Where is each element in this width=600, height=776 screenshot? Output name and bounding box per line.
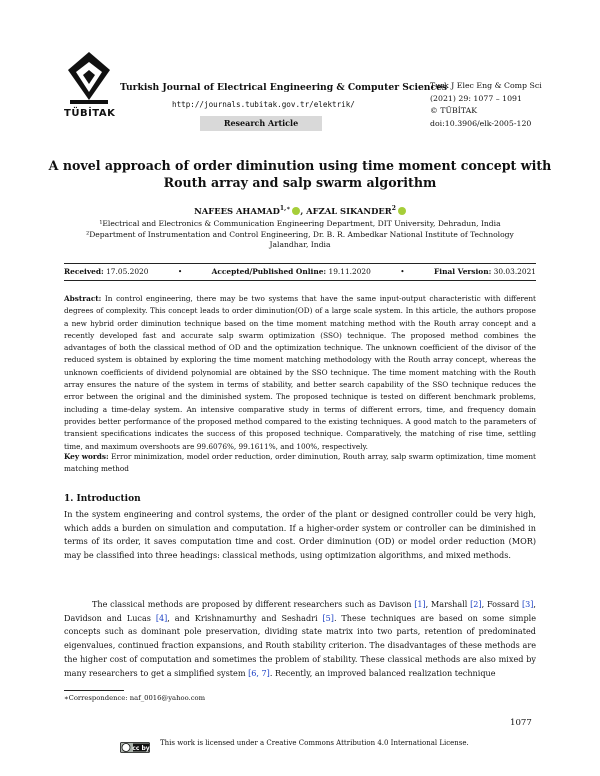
final-label: Final Version: bbox=[434, 267, 492, 276]
cc-by-icon bbox=[120, 742, 150, 753]
abstract-text: In control engineering, there may be two systems that have the same input-output characteristic with different degrees of complexity. This concept leads to order diminution(OD) of a large scale system. In this article, the authors propose a new hybrid order diminution technique based on the time moment matching method with the Routh array concept and a recently developed fast and accurate salp swarm optimization (SSO) technique. The proposed method combines the advantages of both the classical method of OD and the optimization technique. The unknown coefficient of the divisor of the reduced system is obtained by exploring the time moment matching methodology with the Routh array concept, whereas the unknown coefficients of dividend polynomial are obtained by the SSO technique. The time moment matching with the Routh array ensures the nature of the system in terms of stability, and better search capability of the SSO technique reduces the error between the original and the diminished system. The proposed technique is tested on different benchmark problems, including a time-delay system. An intensive comparative study in terms of different errors, time, and frequency domain provides better performance of the proposed method compared to the existing techniques. A good match to the parameters of transient specifications indicates the success of this proposed technique. Comparatively, the matching of rise time, settling time, and maximum overshoots are 99.6076%, 99.1611%, and 100%, respectively. bbox=[64, 294, 536, 451]
abstract bbox=[64, 293, 536, 453]
paragraph-text: , and Krishnamurthy and Seshadri bbox=[167, 612, 323, 623]
author-name: AFZAL SIKANDER bbox=[306, 205, 392, 216]
affiliation-line: ¹Electrical and Electronics & Communication Engineering Department, DIT University, Dehradun, India bbox=[99, 219, 501, 228]
tubitak-logo-mark-icon bbox=[64, 48, 114, 108]
author-superscript: 1,∗ bbox=[279, 205, 291, 212]
citation-link[interactable]: [2] bbox=[470, 599, 482, 609]
paragraph-text: , Davidson and Lucas bbox=[64, 599, 536, 623]
date-bullet: • bbox=[400, 267, 405, 276]
body-paragraph bbox=[64, 598, 536, 680]
cc-license-badge[interactable] bbox=[120, 738, 150, 752]
license-text: This work is licensed under a Creative Commons Attribution 4.0 International License. bbox=[160, 739, 469, 747]
tubitak-logo bbox=[64, 48, 114, 130]
body-paragraph: In the system engineering and control systems, the order of the plant or designed controller could be very high, which adds a burden on simulation and computation. If a higher-order system or controller can be diminished in terms of its order, it saves computation time and cost. Order diminution (OD) or model order reduction (MOR) may be classified into three headings: classical methods, using optimization algorithms, and mixed methods. bbox=[64, 509, 536, 561]
paper-title: A novel approach of order diminution using time moment concept with Routh array and salp swarm algorithm bbox=[48, 158, 552, 190]
received-label: Received: bbox=[64, 267, 104, 276]
final-date bbox=[434, 267, 536, 276]
citation-link[interactable]: [4] bbox=[155, 612, 168, 623]
date-bullet: • bbox=[177, 267, 183, 276]
paragraph-text: The classical methods are proposed by different researchers such as Davison bbox=[92, 599, 415, 609]
citation-link[interactable]: [3] bbox=[521, 599, 534, 609]
paragraph-text: . Recently, an improved balanced realization technique bbox=[269, 667, 496, 678]
paragraph-text: . These techniques are based on some simple concepts such as dominant pole preservation, dividing state matrix into two parts, retention of predominated eigenvalues, continued fraction expansions, and Routh stability criterion. The disadvantages of these methods are the higher cost of computation and sometimes the problem of stability. These classical methods are also mixed by many researchers to get a simplified system bbox=[64, 612, 537, 678]
keywords-label: Key words: bbox=[64, 452, 109, 461]
divider bbox=[64, 280, 536, 281]
journal-url-link[interactable]: http://journals.tubitak.gov.tr/elektrik/ bbox=[172, 100, 355, 109]
citation-line: Turk J Elec Eng & Comp Sci bbox=[430, 81, 542, 90]
author-name: NAFEES AHAMAD bbox=[194, 205, 280, 216]
affiliations bbox=[40, 219, 560, 251]
author-separator: , bbox=[300, 205, 307, 216]
cc-badge-text: cc by bbox=[132, 745, 150, 752]
accepted-value: 19.11.2020 bbox=[328, 267, 371, 276]
orcid-icon[interactable] bbox=[398, 207, 406, 215]
affiliation-line: ²Department of Instrumentation and Control Engineering, Dr. B. R. Ambedkar National Institute of Technology bbox=[86, 229, 514, 239]
journal-name: Turkish Journal of Electrical Engineering & Computer Sciences bbox=[120, 82, 448, 93]
author-superscript: 2 bbox=[391, 205, 396, 212]
keywords bbox=[64, 451, 536, 476]
author-list bbox=[40, 205, 560, 216]
accepted-date bbox=[212, 267, 371, 276]
received-value: 17.05.2020 bbox=[106, 267, 149, 276]
abstract-label: Abstract: bbox=[64, 294, 102, 303]
keywords-text: Error minimization, model order reduction, order diminution, Routh array, salp swarm optimization, time moment matching method bbox=[64, 452, 536, 474]
received-date bbox=[64, 267, 148, 276]
correspondence-footnote: ∗Correspondence: naf_0016@yahoo.com bbox=[64, 694, 206, 702]
citation-link[interactable]: [6, 7] bbox=[248, 667, 270, 678]
footnote-divider bbox=[64, 690, 124, 691]
page-number: 1077 bbox=[510, 718, 532, 728]
affiliation-line: Jalandhar, India bbox=[269, 240, 331, 250]
accepted-label: Accepted/Published Online: bbox=[211, 267, 327, 276]
divider bbox=[64, 263, 536, 264]
article-type-badge: Research Article bbox=[200, 116, 322, 131]
final-value: 30.03.2021 bbox=[493, 267, 536, 276]
journal-citation-info bbox=[430, 80, 542, 130]
citation-link[interactable]: [5] bbox=[322, 612, 334, 623]
citation-line: © TÜBİTAK bbox=[430, 106, 478, 116]
citation-line: (2021) 29: 1077 – 1091 bbox=[430, 93, 522, 103]
article-dates bbox=[64, 267, 536, 276]
doi-link[interactable]: doi:10.3906/elk-2005-120 bbox=[430, 118, 532, 128]
paragraph-text: , Marshall bbox=[425, 599, 471, 609]
citation-link[interactable]: [1] bbox=[414, 599, 426, 609]
logo-text: TÜBİTAK bbox=[64, 108, 116, 119]
paragraph-text: , Fossard bbox=[481, 599, 522, 609]
section-heading: 1. Introduction bbox=[64, 494, 141, 504]
